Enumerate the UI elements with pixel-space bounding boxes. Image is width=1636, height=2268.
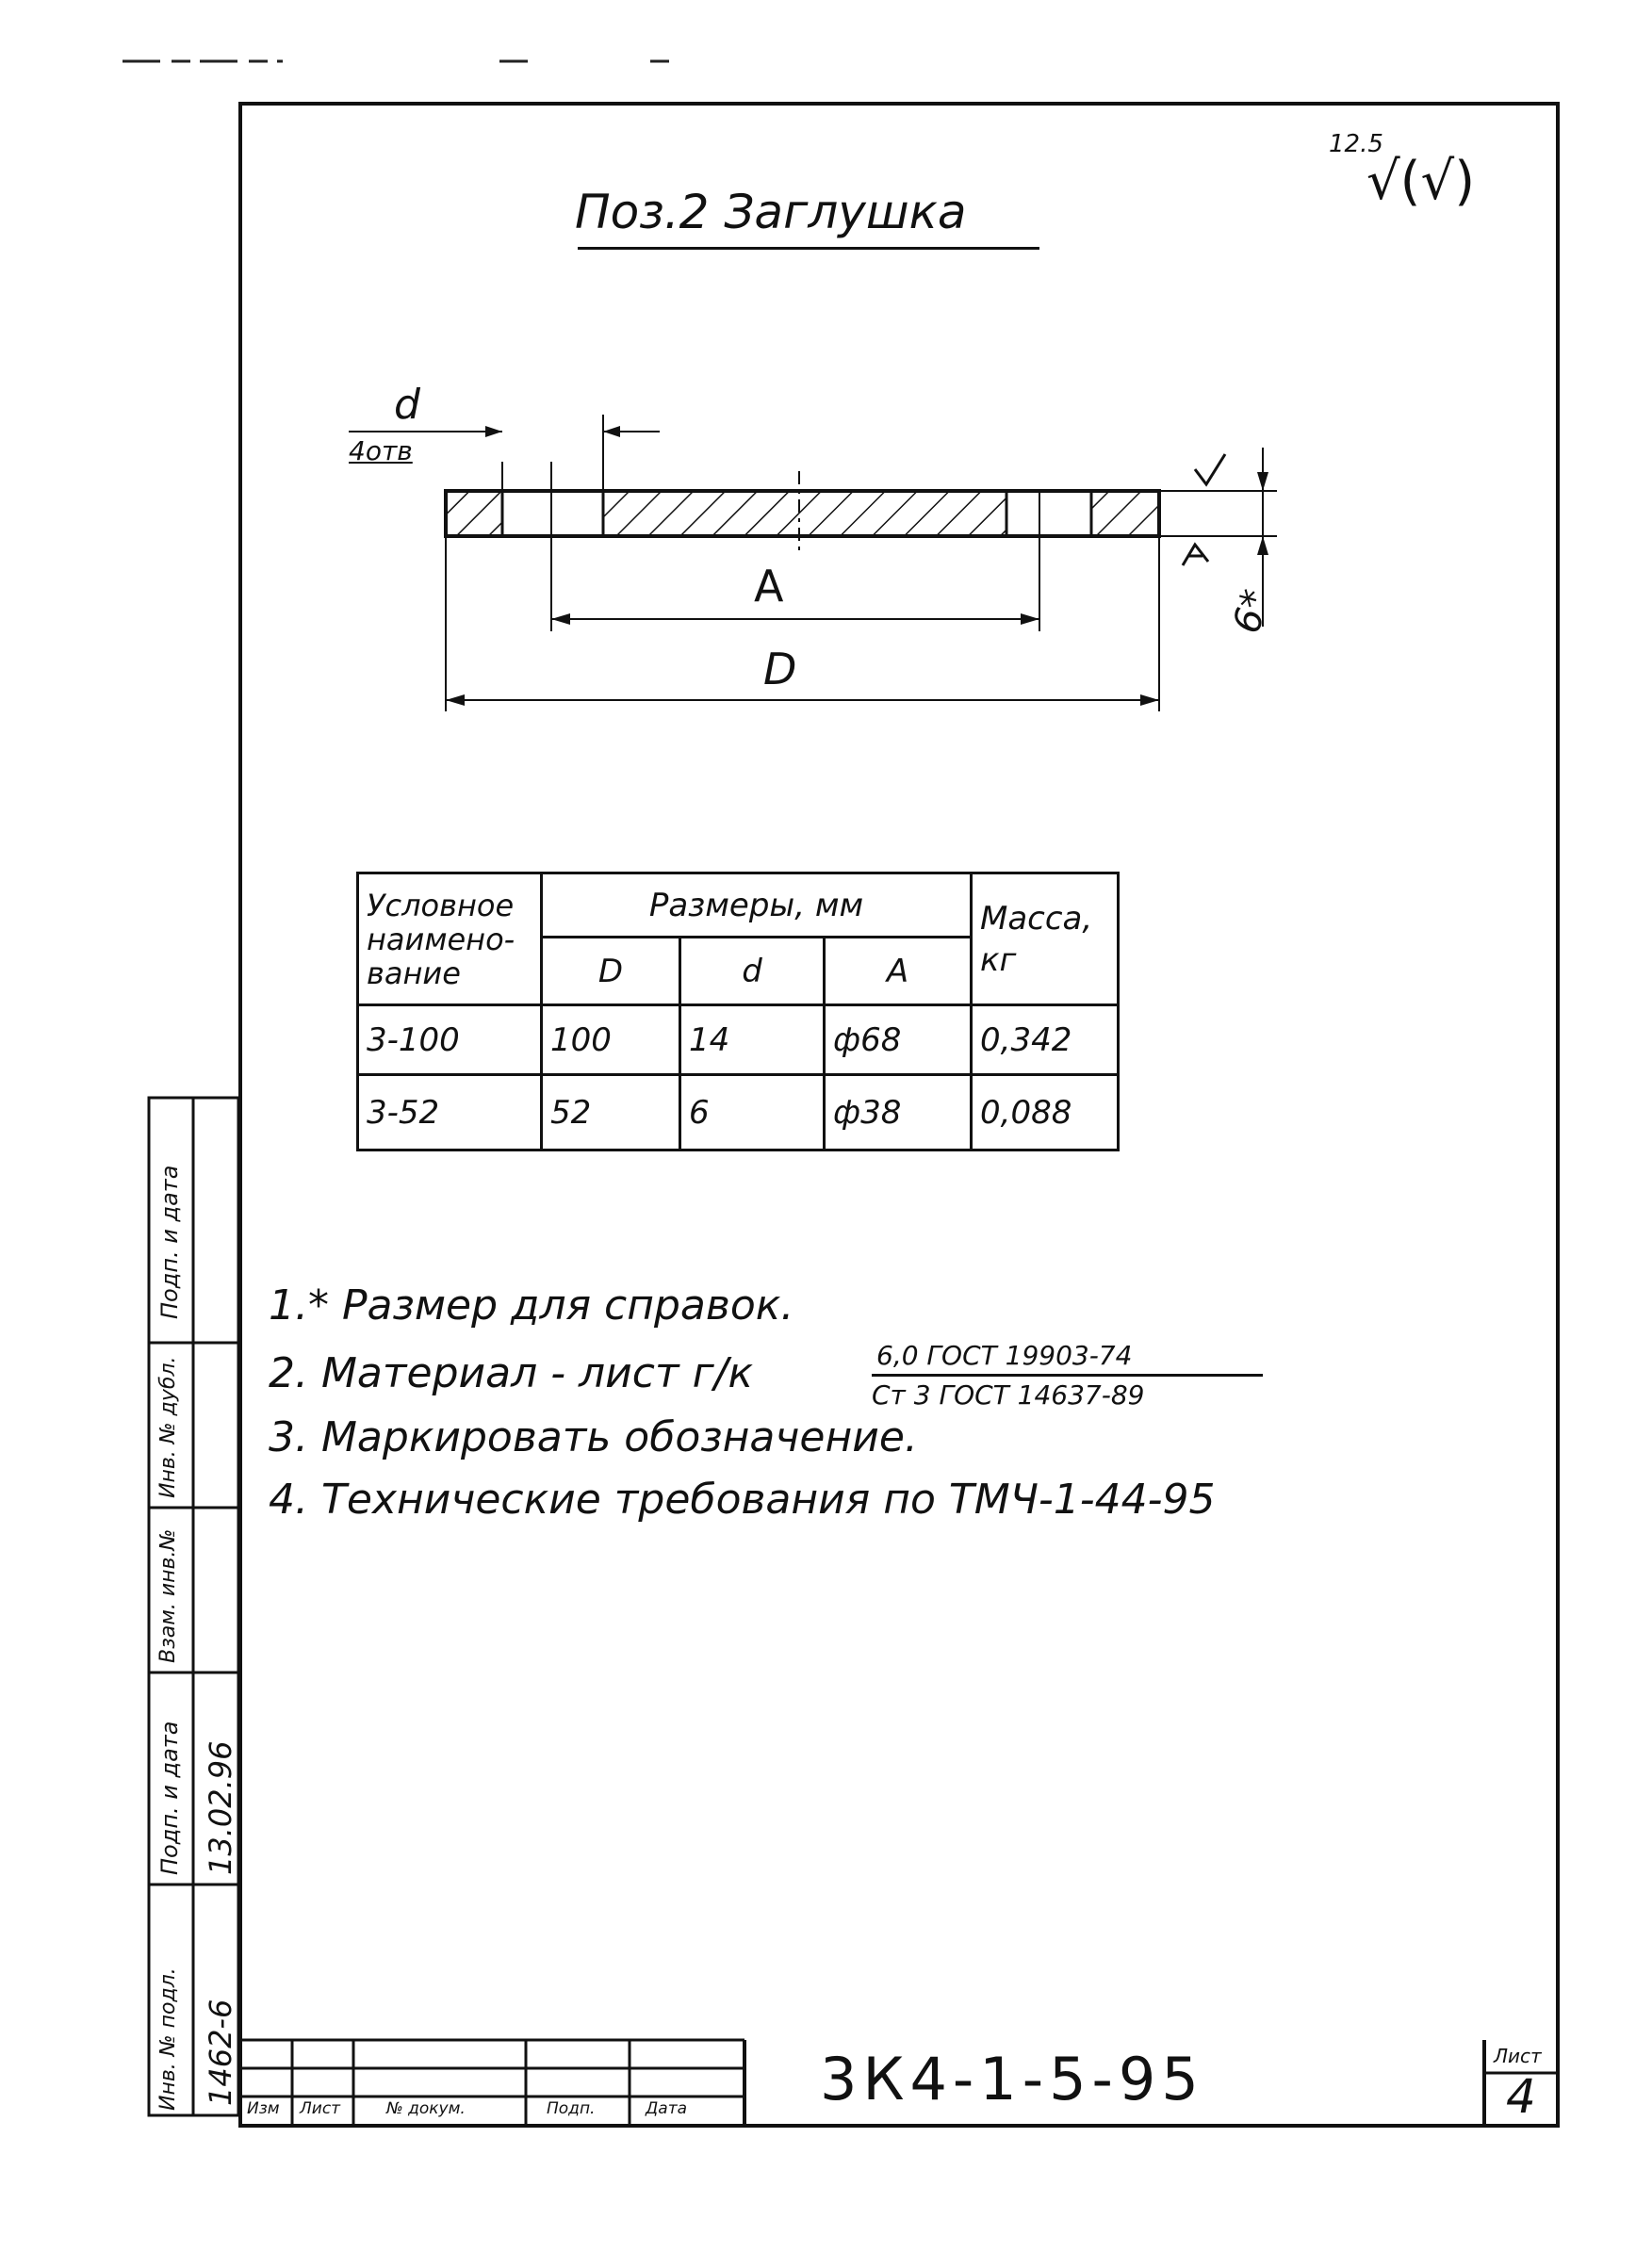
th-dims: Размеры, мм: [542, 873, 972, 938]
note-3: 3. Маркировать обозначение.: [269, 1413, 918, 1461]
cell-mass: 0,088: [972, 1075, 1119, 1150]
tb-col-list: Лист: [300, 2099, 341, 2118]
tb-col-izm: Изм: [247, 2099, 280, 2118]
cell-A: ф68: [825, 1005, 972, 1075]
part-title: Поз.2 Заглушка: [575, 185, 967, 239]
cell-D: 100: [542, 1005, 680, 1075]
tb-col-ndok: № докум.: [386, 2099, 466, 2118]
roughness-symbol: √(√): [1366, 151, 1476, 212]
note-1: 1.* Размер для справок.: [269, 1281, 794, 1330]
cell-name: 3-100: [358, 1005, 542, 1075]
hole-diameter-label: d: [394, 381, 420, 429]
dim-D-label: D: [763, 644, 797, 694]
cell-D: 52: [542, 1075, 680, 1150]
note-2-prefix: 2. Материал - лист г/к: [269, 1349, 754, 1397]
stamp-inv-podl: Инв. № подл.: [156, 1967, 180, 2111]
th-A: A: [825, 938, 972, 1005]
document-number: 3К4-1-5-95: [820, 2045, 1204, 2113]
stamp-inv-value: 1462-6: [203, 1999, 238, 2106]
tb-col-podp: Подп.: [547, 2099, 596, 2118]
cell-name: 3-52: [358, 1075, 542, 1150]
cell-d: 14: [680, 1005, 825, 1075]
stamp-date-value: 13.02.96: [203, 1740, 238, 1875]
cell-mass: 0,342: [972, 1005, 1119, 1075]
note-4: 4. Технические требования по ТМЧ-1-44-95: [269, 1476, 1216, 1524]
th-D: D: [542, 938, 680, 1005]
th-d: d: [680, 938, 825, 1005]
sheet-label: Лист: [1494, 2045, 1542, 2067]
stamp-podp-data-2: Подп. и дата: [156, 1721, 183, 1875]
roughness-value: 12.5: [1329, 130, 1383, 158]
th-name: Условное наимено-вание: [358, 873, 542, 1005]
th-mass: Масса, кг: [972, 873, 1119, 1005]
stamp-podp-data: Подп. и дата: [156, 1165, 183, 1319]
thickness-label: 6*: [1225, 585, 1279, 638]
tb-col-data: Дата: [646, 2099, 688, 2118]
dim-A-label: A: [754, 561, 784, 612]
sheet-number: 4: [1506, 2069, 1536, 2124]
stamp-vzam: Взам. инв.№: [156, 1528, 180, 1663]
cell-A: ф38: [825, 1075, 972, 1150]
note-2-numerator: 6,0 ГОСТ 19903-74: [876, 1340, 1133, 1371]
stamp-inv-dubl: Инв. № дубл.: [156, 1356, 180, 1498]
hole-count-label: 4отв: [349, 435, 413, 466]
note-2-denominator: Ст 3 ГОСТ 14637-89: [872, 1379, 1145, 1411]
cell-d: 6: [680, 1075, 825, 1150]
